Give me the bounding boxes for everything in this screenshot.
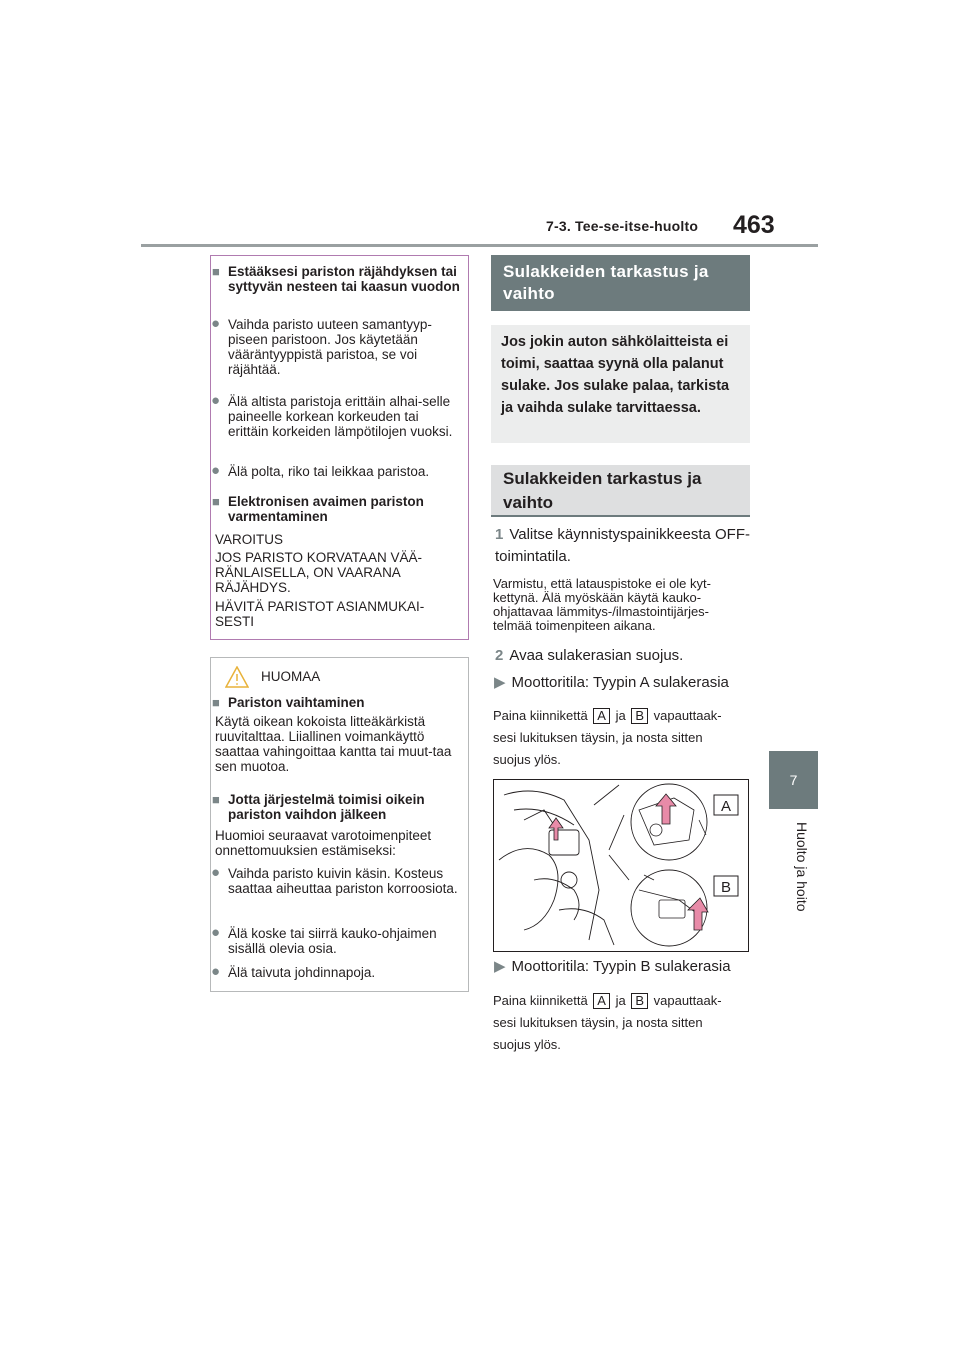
- step-number: 2: [495, 647, 504, 664]
- notice-text-2: Huomioi seuraavat varotoimenpiteet onnettomuuksien estämiseksi:: [215, 828, 432, 858]
- intro-box: Jos jokin auton sähkölaitteista ei toimi, saattaa syynä olla palanut sulake. Jos sulake palaa, tarkista ja vaihda sulake tarvittaessa.: [491, 325, 750, 443]
- step-number: 1: [495, 526, 504, 543]
- notice-bullet-2: ● Älä koske tai siirrä kauko-ohjaimen sisällä olevia osia.: [211, 924, 437, 956]
- warning-text-3: HÄVITÄ PARISTOT ASIANMUKAI-SESTI: [215, 599, 425, 629]
- fusebox-a-text: Paina kiinnikettä A ja B vapauttaak- sesi lukituksen täysin, ja nosta sitten suojus ylös.: [493, 708, 722, 767]
- warning-text-2: JOS PARISTO KORVATAAN VÄÄ-RÄNLAISELLA, ON VAARANA RÄJÄHDYS.: [215, 550, 423, 595]
- circle-bullet-icon: ●: [211, 392, 221, 409]
- square-bullet-icon: ■: [212, 494, 220, 509]
- fusebox-a-heading: ▶ Moottoritila: Tyypin A sulakerasia: [494, 674, 729, 691]
- notice-title: HUOMAA: [261, 669, 321, 684]
- label-b-box: B: [631, 708, 648, 724]
- step-2: 2 Avaa sulakerasian suojus.: [495, 647, 684, 664]
- circle-bullet-icon: ●: [211, 462, 221, 479]
- header-divider: [141, 244, 818, 247]
- notice-heading-2: ■ Jotta järjestelmä toimisi oikein pariston vaihdon jälkeen: [212, 792, 425, 822]
- circle-bullet-icon: ●: [211, 924, 221, 941]
- notice-heading-1: ■ Pariston vaihtaminen: [212, 695, 365, 710]
- fusebox-b-text: Paina kiinnikettä A ja B vapauttaak- sesi lukituksen täysin, ja nosta sitten suojus ylös.: [493, 993, 722, 1052]
- warning-heading-1: ■ Estääksesi pariston räjähdyksen tai syttyvän nesteen tai kaasun vuodon: [212, 264, 460, 294]
- triangle-arrow-icon: ▶: [494, 958, 506, 975]
- warning-bullet-3: ● Älä polta, riko tai leikkaa paristoa.: [211, 462, 430, 479]
- label-a-box: A: [593, 708, 610, 724]
- fusebox-b-heading: ▶ Moottoritila: Tyypin B sulakerasia: [494, 958, 731, 975]
- warning-bullet-2: ● Älä altista paristoja erittäin alhai-selle paineelle korkean korkeuden tai erittäin korkeiden lämpötilojen vuoksi.: [211, 392, 453, 439]
- figure-label-a: A: [720, 798, 732, 815]
- figure-label-b: B: [720, 879, 732, 896]
- circle-bullet-icon: ●: [211, 315, 221, 332]
- square-bullet-icon: ■: [212, 695, 220, 710]
- circle-bullet-icon: ●: [211, 963, 221, 980]
- notice-text-1: Käytä oikean kokoista litteäkärkistä ruuvitalttaa. Liiallinen voimankäyttö saattaa vahingoittaa kantta tai muut-taa sen muotoa.: [215, 714, 452, 774]
- page-number: 463: [733, 211, 775, 239]
- subsection-heading: Sulakkeiden tarkastus ja vaihto: [491, 465, 750, 517]
- label-a-box: A: [593, 993, 610, 1009]
- chapter-tab: 7: [769, 751, 818, 809]
- notice-bullet-3: ● Älä taivuta johdinnapoja.: [211, 963, 376, 980]
- label-b-box: B: [631, 993, 648, 1009]
- section-title: 7-3. Tee-se-itse-huolto: [546, 218, 699, 234]
- chapter-label: Huolto ja hoito: [794, 822, 810, 912]
- warning-bullet-1: ● Vaihda paristo uuteen samantyyp-piseen paristoon. Jos käytetään vääräntyyppistä paristoa, se voi räjähtää.: [211, 315, 432, 377]
- section-heading: Sulakkeiden tarkastus ja vaihto: [491, 255, 750, 311]
- engine-bay-illustration: [493, 779, 749, 952]
- warning-heading-2: ■ Elektronisen avaimen pariston varmentaminen: [212, 494, 424, 524]
- step-1: 1 Valitse käynnistyspainikkeesta OFF-toimintatila.: [495, 526, 750, 565]
- warning-text-1: VAROITUS: [215, 532, 284, 547]
- circle-bullet-icon: ●: [211, 864, 221, 881]
- notice-bullet-1: ● Vaihda paristo kuivin käsin. Kosteus saattaa aiheuttaa pariston korroosiota.: [211, 864, 458, 896]
- step-1-note: Varmistu, että latauspistoke ei ole kyt-kettynä. Älä myöskään käytä kauko-ohjattavaa lämmitys-/ilmastointijärjes-telmää toimenpiteen aikana.: [493, 576, 711, 633]
- triangle-arrow-icon: ▶: [494, 674, 506, 691]
- warning-triangle-icon: [225, 666, 249, 693]
- square-bullet-icon: ■: [212, 792, 220, 807]
- square-bullet-icon: ■: [212, 264, 220, 279]
